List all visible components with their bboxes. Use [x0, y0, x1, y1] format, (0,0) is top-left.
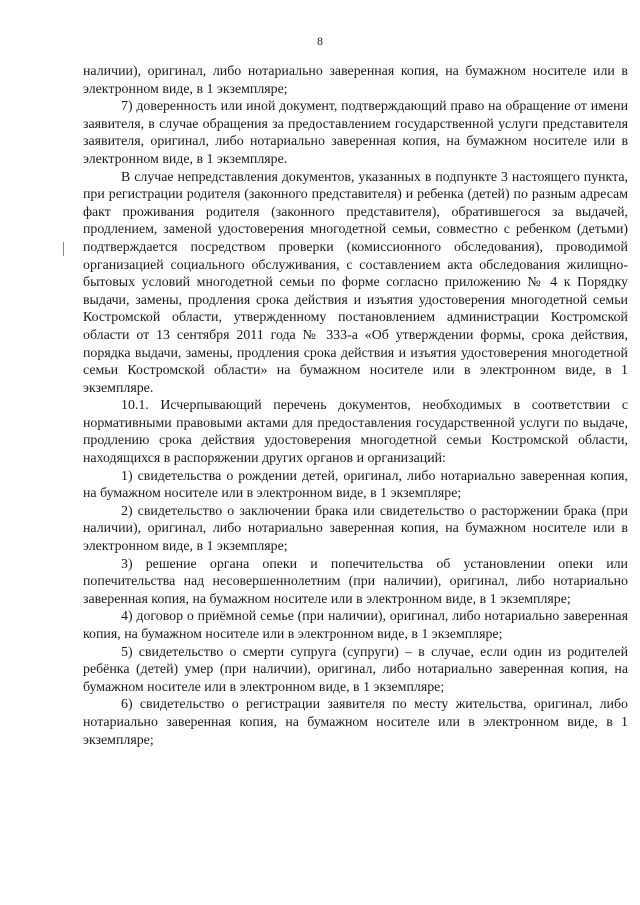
paragraph-item-3: 3) решение органа опеки и попечительства об установлении опеки или попечительства над несовершеннолетним (при наличии), оригинал, либо нотариально заверенная копия, на бумажном носителе или в электронном виде, в 1 экземпляре; — [83, 556, 628, 607]
margin-mark — [63, 242, 69, 256]
paragraph-item-4: 4) договор о приёмной семье (при наличии), оригинал, либо нотариально заверенная копия, на бумажном носителе или в электронном виде, в 1 экземпляре; — [83, 609, 628, 642]
paragraph-item-2: 2) свидетельство о заключении брака или свидетельство о расторжении брака (при наличии), оригинал, либо нотариально заверенная копия, на бумажном носителе или в электронном виде, в 1 экземпляре; — [83, 503, 628, 555]
document-body — [83, 63, 628, 749]
paragraph-continuation: наличии), оригинал, либо нотариально заверенная копия, на бумажном носителе или в электронном виде, в 1 экземпляре; — [83, 64, 628, 97]
paragraph-item-6: 6) свидетельство о регистрации заявителя по месту жительства, оригинал, либо нотариально заверенная копия, на бумажном носителе или в электронном виде, в 1 экземпляре; — [83, 697, 628, 748]
paragraph-item-5: 5) свидетельство о смерти супруга (супруги) – в случае, если один из родителей ребёнка (детей) умер (при наличии), оригинал, либо нотариально заверенная копия, на бумажном носителе или в электронном виде, в 1 экземпляре; — [83, 644, 628, 695]
paragraph-non-submission: В случае непредставления документов, указанных в подпункте 3 настоящего пункта, при регистрации родителя (законного представителя) и ребенка (детей) по разным адресам факт проживания родителя (законного представителя), обратившегося за выдачей, продлением, заменой удостоверения многодетной семьи, совместно с ребенком (детьми) подтверждается посредством проверки (комиссионного обследования), проводимой организацией социального обслуживания, с составлением акта обследования жилищно-бытовых условий многодетной семьи по форме согласно приложению № 4 к Порядку выдачи, замены, продления срока действия и изъятия удостоверения многодетной семьи Костромской области, утвержденному постановлением администрации Костромской области от 13 сентября 2011 года № 333-а «Об утверждении формы, срока действия, порядка выдачи, замены, продления срока действия и изъятия удостоверения многодетной семьи Костромской области» на бумажном носителе или в электронном виде, в 1 экземпляре. — [83, 169, 628, 396]
paragraph-item-1: 1) свидетельства о рождении детей, оригинал, либо нотариально заверенная копия, на бумажном носителе или в электронном виде, в 1 экземпляре; — [83, 468, 628, 502]
paragraph-10-1: 10.1. Исчерпывающий перечень документов, необходимых в соответствии с нормативными правовыми актами для предоставления государственной услуги по выдаче, продлению срока действия удостоверения многодетной семьи Костромской области, находящихся в распоряжении других органов и организаций: — [83, 398, 628, 467]
paragraph-item-7: 7) доверенность или иной документ, подтверждающий право на обращение от имени заявителя, в случае обращения за предоставлением государственной услуги представителя заявителя, оригинал, либо нотариально заверенная копия, на бумажном носителе или в электронном виде, в 1 экземпляре. — [83, 99, 628, 167]
page-number: 8 — [317, 34, 323, 48]
